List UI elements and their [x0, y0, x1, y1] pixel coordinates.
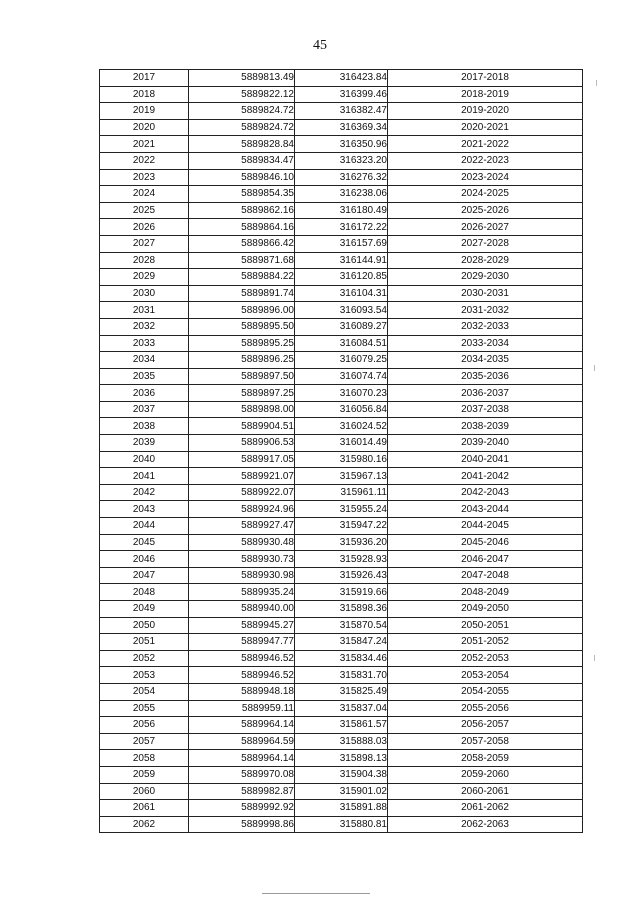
x-coordinate-cell: 5889940.00	[189, 601, 295, 618]
y-coordinate-cell: 315936.20	[295, 534, 388, 551]
table-row	[100, 634, 583, 651]
segment-cell: 2050-2051	[388, 617, 583, 634]
y-coordinate-cell: 316014.49	[295, 435, 388, 452]
segment-cell: 2043-2044	[388, 501, 583, 518]
segment-cell: 2060-2061	[388, 783, 583, 800]
scan-mark	[594, 655, 598, 661]
point-number-cell: 2031	[100, 302, 189, 319]
x-coordinate-cell: 5889824.72	[189, 119, 295, 136]
page-number: 45	[313, 38, 327, 53]
x-coordinate-cell: 5889866.42	[189, 235, 295, 252]
table-row	[100, 800, 583, 817]
table-row	[100, 368, 583, 385]
x-coordinate-cell: 5889898.00	[189, 401, 295, 418]
y-coordinate-cell: 315928.93	[295, 551, 388, 568]
y-coordinate-cell: 316024.52	[295, 418, 388, 435]
table-row	[100, 385, 583, 402]
segment-cell: 2054-2055	[388, 683, 583, 700]
segment-cell: 2020-2021	[388, 119, 583, 136]
segment-cell: 2041-2042	[388, 468, 583, 485]
coordinates-table-body	[100, 70, 583, 833]
segment-cell: 2049-2050	[388, 601, 583, 618]
x-coordinate-cell: 5889964.59	[189, 733, 295, 750]
point-number-cell: 2022	[100, 152, 189, 169]
x-coordinate-cell: 5889906.53	[189, 435, 295, 452]
table-row	[100, 534, 583, 551]
segment-cell: 2030-2031	[388, 285, 583, 302]
table-row	[100, 418, 583, 435]
y-coordinate-cell: 316180.49	[295, 202, 388, 219]
x-coordinate-cell: 5889904.51	[189, 418, 295, 435]
x-coordinate-cell: 5889930.98	[189, 567, 295, 584]
point-number-cell: 2024	[100, 186, 189, 203]
y-coordinate-cell: 315831.70	[295, 667, 388, 684]
segment-cell: 2035-2036	[388, 368, 583, 385]
x-coordinate-cell: 5889959.11	[189, 700, 295, 717]
y-coordinate-cell: 316074.74	[295, 368, 388, 385]
point-number-cell: 2023	[100, 169, 189, 186]
y-coordinate-cell: 316172.22	[295, 219, 388, 236]
table-row	[100, 518, 583, 535]
x-coordinate-cell: 5889998.86	[189, 816, 295, 833]
segment-cell: 2027-2028	[388, 235, 583, 252]
y-coordinate-cell: 316104.31	[295, 285, 388, 302]
x-coordinate-cell: 5889895.50	[189, 318, 295, 335]
point-number-cell: 2041	[100, 468, 189, 485]
segment-cell: 2023-2024	[388, 169, 583, 186]
segment-cell: 2044-2045	[388, 518, 583, 535]
table-row	[100, 766, 583, 783]
x-coordinate-cell: 5889824.72	[189, 103, 295, 120]
x-coordinate-cell: 5889947.77	[189, 634, 295, 651]
point-number-cell: 2054	[100, 683, 189, 700]
x-coordinate-cell: 5889896.25	[189, 352, 295, 369]
scan-mark	[596, 80, 600, 86]
segment-cell: 2048-2049	[388, 584, 583, 601]
y-coordinate-cell: 315834.46	[295, 650, 388, 667]
point-number-cell: 2021	[100, 136, 189, 153]
point-number-cell: 2025	[100, 202, 189, 219]
y-coordinate-cell: 316079.25	[295, 352, 388, 369]
segment-cell: 2057-2058	[388, 733, 583, 750]
table-row	[100, 501, 583, 518]
table-row	[100, 816, 583, 833]
y-coordinate-cell: 316070.23	[295, 385, 388, 402]
table-row	[100, 584, 583, 601]
table-row	[100, 269, 583, 286]
y-coordinate-cell: 316382.47	[295, 103, 388, 120]
y-coordinate-cell: 316120.85	[295, 269, 388, 286]
point-number-cell: 2045	[100, 534, 189, 551]
table-row	[100, 468, 583, 485]
point-number-cell: 2062	[100, 816, 189, 833]
table-row	[100, 683, 583, 700]
segment-cell: 2040-2041	[388, 451, 583, 468]
y-coordinate-cell: 316084.51	[295, 335, 388, 352]
x-coordinate-cell: 5889896.00	[189, 302, 295, 319]
point-number-cell: 2027	[100, 235, 189, 252]
y-coordinate-cell: 315888.03	[295, 733, 388, 750]
x-coordinate-cell: 5889992.92	[189, 800, 295, 817]
point-number-cell: 2050	[100, 617, 189, 634]
table-row	[100, 169, 583, 186]
y-coordinate-cell: 315898.36	[295, 601, 388, 618]
y-coordinate-cell: 316276.32	[295, 169, 388, 186]
point-number-cell: 2052	[100, 650, 189, 667]
table-row	[100, 186, 583, 203]
y-coordinate-cell: 315880.81	[295, 816, 388, 833]
segment-cell: 2018-2019	[388, 86, 583, 103]
y-coordinate-cell: 315898.13	[295, 750, 388, 767]
segment-cell: 2039-2040	[388, 435, 583, 452]
y-coordinate-cell: 315847.24	[295, 634, 388, 651]
point-number-cell: 2058	[100, 750, 189, 767]
point-number-cell: 2037	[100, 401, 189, 418]
x-coordinate-cell: 5889924.96	[189, 501, 295, 518]
point-number-cell: 2039	[100, 435, 189, 452]
table-row	[100, 103, 583, 120]
segment-cell: 2038-2039	[388, 418, 583, 435]
x-coordinate-cell: 5889921.07	[189, 468, 295, 485]
segment-cell: 2031-2032	[388, 302, 583, 319]
x-coordinate-cell: 5889970.08	[189, 766, 295, 783]
table-row	[100, 601, 583, 618]
point-number-cell: 2038	[100, 418, 189, 435]
x-coordinate-cell: 5889982.87	[189, 783, 295, 800]
point-number-cell: 2035	[100, 368, 189, 385]
segment-cell: 2029-2030	[388, 269, 583, 286]
y-coordinate-cell: 316323.20	[295, 152, 388, 169]
segment-cell: 2033-2034	[388, 335, 583, 352]
point-number-cell: 2053	[100, 667, 189, 684]
table-row	[100, 451, 583, 468]
point-number-cell: 2044	[100, 518, 189, 535]
segment-cell: 2032-2033	[388, 318, 583, 335]
x-coordinate-cell: 5889897.50	[189, 368, 295, 385]
point-number-cell: 2019	[100, 103, 189, 120]
segment-cell: 2047-2048	[388, 567, 583, 584]
point-number-cell: 2061	[100, 800, 189, 817]
x-coordinate-cell: 5889917.05	[189, 451, 295, 468]
segment-cell: 2034-2035	[388, 352, 583, 369]
table-row	[100, 435, 583, 452]
point-number-cell: 2056	[100, 717, 189, 734]
scan-mark	[594, 365, 598, 371]
y-coordinate-cell: 315870.54	[295, 617, 388, 634]
table-row	[100, 650, 583, 667]
x-coordinate-cell: 5889846.10	[189, 169, 295, 186]
point-number-cell: 2040	[100, 451, 189, 468]
y-coordinate-cell: 315919.66	[295, 584, 388, 601]
segment-cell: 2019-2020	[388, 103, 583, 120]
table-row	[100, 119, 583, 136]
y-coordinate-cell: 316089.27	[295, 318, 388, 335]
table-row	[100, 86, 583, 103]
x-coordinate-cell: 5889828.84	[189, 136, 295, 153]
x-coordinate-cell: 5889927.47	[189, 518, 295, 535]
table-row	[100, 202, 583, 219]
point-number-cell: 2046	[100, 551, 189, 568]
segment-cell: 2052-2053	[388, 650, 583, 667]
segment-cell: 2053-2054	[388, 667, 583, 684]
segment-cell: 2021-2022	[388, 136, 583, 153]
x-coordinate-cell: 5889930.48	[189, 534, 295, 551]
point-number-cell: 2034	[100, 352, 189, 369]
table-row	[100, 70, 583, 87]
table-row	[100, 783, 583, 800]
x-coordinate-cell: 5889935.24	[189, 584, 295, 601]
table-row	[100, 567, 583, 584]
y-coordinate-cell: 315904.38	[295, 766, 388, 783]
y-coordinate-cell: 316056.84	[295, 401, 388, 418]
table-row	[100, 335, 583, 352]
y-coordinate-cell: 315825.49	[295, 683, 388, 700]
segment-cell: 2055-2056	[388, 700, 583, 717]
y-coordinate-cell: 316238.06	[295, 186, 388, 203]
table-row	[100, 285, 583, 302]
segment-cell: 2037-2038	[388, 401, 583, 418]
segment-cell: 2026-2027	[388, 219, 583, 236]
x-coordinate-cell: 5889897.25	[189, 385, 295, 402]
x-coordinate-cell: 5889946.52	[189, 650, 295, 667]
table-row	[100, 152, 583, 169]
segment-cell: 2045-2046	[388, 534, 583, 551]
segment-cell: 2036-2037	[388, 385, 583, 402]
point-number-cell: 2047	[100, 567, 189, 584]
x-coordinate-cell: 5889895.25	[189, 335, 295, 352]
segment-cell: 2059-2060	[388, 766, 583, 783]
point-number-cell: 2051	[100, 634, 189, 651]
point-number-cell: 2032	[100, 318, 189, 335]
x-coordinate-cell: 5889864.16	[189, 219, 295, 236]
table-row	[100, 700, 583, 717]
table-row	[100, 667, 583, 684]
point-number-cell: 2042	[100, 484, 189, 501]
point-number-cell: 2033	[100, 335, 189, 352]
y-coordinate-cell: 315837.04	[295, 700, 388, 717]
y-coordinate-cell: 315967.13	[295, 468, 388, 485]
point-number-cell: 2020	[100, 119, 189, 136]
point-number-cell: 2060	[100, 783, 189, 800]
x-coordinate-cell: 5889822.12	[189, 86, 295, 103]
y-coordinate-cell: 316399.46	[295, 86, 388, 103]
segment-cell: 2017-2018	[388, 70, 583, 87]
table-row	[100, 219, 583, 236]
y-coordinate-cell: 316350.96	[295, 136, 388, 153]
point-number-cell: 2017	[100, 70, 189, 87]
segment-cell: 2025-2026	[388, 202, 583, 219]
point-number-cell: 2018	[100, 86, 189, 103]
table-row	[100, 318, 583, 335]
point-number-cell: 2029	[100, 269, 189, 286]
y-coordinate-cell: 316369.34	[295, 119, 388, 136]
y-coordinate-cell: 316144.91	[295, 252, 388, 269]
point-number-cell: 2043	[100, 501, 189, 518]
segment-cell: 2042-2043	[388, 484, 583, 501]
x-coordinate-cell: 5889948.18	[189, 683, 295, 700]
segment-cell: 2051-2052	[388, 634, 583, 651]
segment-cell: 2022-2023	[388, 152, 583, 169]
x-coordinate-cell: 5889946.52	[189, 667, 295, 684]
coordinates-table	[99, 69, 583, 833]
x-coordinate-cell: 5889891.74	[189, 285, 295, 302]
y-coordinate-cell: 315891.88	[295, 800, 388, 817]
point-number-cell: 2059	[100, 766, 189, 783]
x-coordinate-cell: 5889945.27	[189, 617, 295, 634]
segment-cell: 2028-2029	[388, 252, 583, 269]
x-coordinate-cell: 5889854.35	[189, 186, 295, 203]
point-number-cell: 2036	[100, 385, 189, 402]
table-row	[100, 717, 583, 734]
point-number-cell: 2026	[100, 219, 189, 236]
table-row	[100, 235, 583, 252]
point-number-cell: 2030	[100, 285, 189, 302]
x-coordinate-cell: 5889884.22	[189, 269, 295, 286]
x-coordinate-cell: 5889813.49	[189, 70, 295, 87]
y-coordinate-cell: 315861.57	[295, 717, 388, 734]
x-coordinate-cell: 5889964.14	[189, 717, 295, 734]
table-row	[100, 750, 583, 767]
segment-cell: 2056-2057	[388, 717, 583, 734]
point-number-cell: 2048	[100, 584, 189, 601]
point-number-cell: 2028	[100, 252, 189, 269]
table-row	[100, 401, 583, 418]
y-coordinate-cell: 315926.43	[295, 567, 388, 584]
table-row	[100, 302, 583, 319]
segment-cell: 2062-2063	[388, 816, 583, 833]
segment-cell: 2061-2062	[388, 800, 583, 817]
table-row	[100, 252, 583, 269]
x-coordinate-cell: 5889964.14	[189, 750, 295, 767]
table-row	[100, 352, 583, 369]
point-number-cell: 2049	[100, 601, 189, 618]
x-coordinate-cell: 5889871.68	[189, 252, 295, 269]
x-coordinate-cell: 5889862.16	[189, 202, 295, 219]
x-coordinate-cell: 5889834.47	[189, 152, 295, 169]
y-coordinate-cell: 315980.16	[295, 451, 388, 468]
scan-edge-line	[262, 893, 370, 894]
segment-cell: 2058-2059	[388, 750, 583, 767]
segment-cell: 2046-2047	[388, 551, 583, 568]
segment-cell: 2024-2025	[388, 186, 583, 203]
y-coordinate-cell: 316157.69	[295, 235, 388, 252]
y-coordinate-cell: 315901.02	[295, 783, 388, 800]
y-coordinate-cell: 316423.84	[295, 70, 388, 87]
x-coordinate-cell: 5889930.73	[189, 551, 295, 568]
table-row	[100, 617, 583, 634]
table-row	[100, 136, 583, 153]
point-number-cell: 2055	[100, 700, 189, 717]
y-coordinate-cell: 315947.22	[295, 518, 388, 535]
table-row	[100, 551, 583, 568]
table-row	[100, 733, 583, 750]
point-number-cell: 2057	[100, 733, 189, 750]
x-coordinate-cell: 5889922.07	[189, 484, 295, 501]
y-coordinate-cell: 316093.54	[295, 302, 388, 319]
y-coordinate-cell: 315961.11	[295, 484, 388, 501]
table-row	[100, 484, 583, 501]
y-coordinate-cell: 315955.24	[295, 501, 388, 518]
